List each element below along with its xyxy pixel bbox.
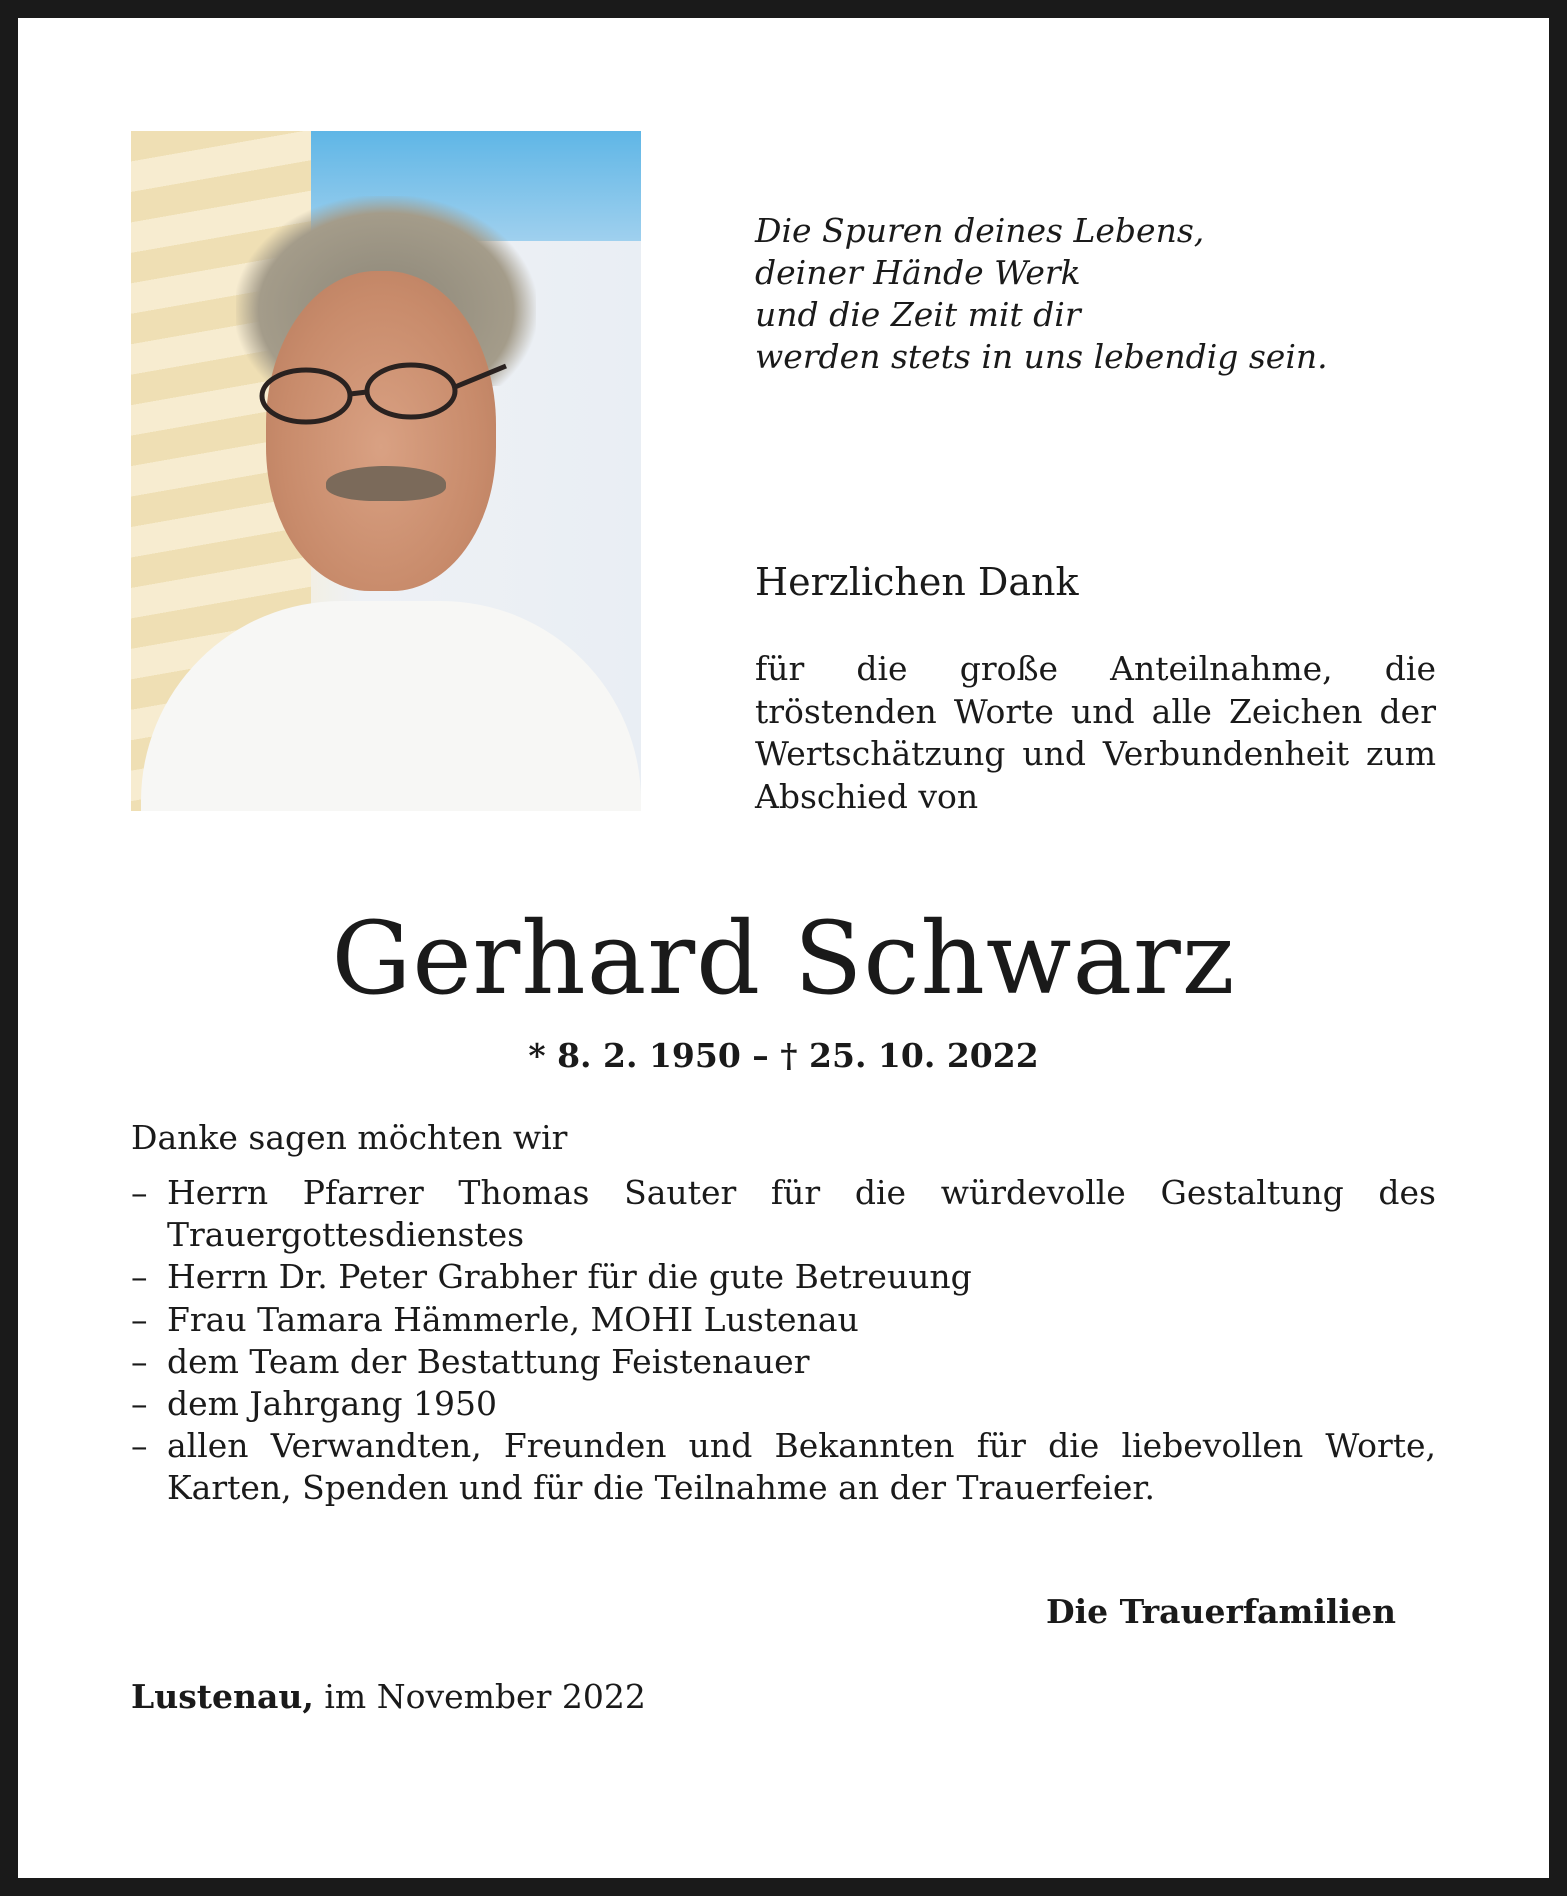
thanks-paragraph: für die große Anteilnahme, die tröstenden Worte und alle Zeichen der Wertschätzung und Verbundenheit zum Abschied von xyxy=(755,649,1436,816)
place-date xyxy=(131,1677,646,1716)
glasses-shape xyxy=(231,361,511,431)
list-item: – dem Team der Bestattung Feistenauer xyxy=(131,1341,1436,1383)
life-dates: * 8. 2. 1950 – † 25. 10. 2022 xyxy=(528,1036,1039,1075)
acknowledgements-list xyxy=(131,1172,1436,1510)
deceased-name: Gerhard Schwarz xyxy=(331,900,1236,1017)
dash-bullet: – xyxy=(131,1341,148,1381)
acknowledgements-intro: Danke sagen möchten wir xyxy=(131,1118,568,1157)
quote-line: deiner Hände Werk xyxy=(755,253,1081,292)
thanks-heading: Herzlichen Dank xyxy=(755,560,1079,604)
quote-line: werden stets in uns lebendig sein. xyxy=(755,337,1328,376)
portrait-photo xyxy=(131,131,641,811)
signature: Die Trauerfamilien xyxy=(1045,1592,1396,1631)
dash-bullet: – xyxy=(131,1257,148,1297)
dash-bullet: – xyxy=(131,1173,148,1212)
dash-bullet: – xyxy=(131,1426,148,1466)
quote-line: und die Zeit mit dir xyxy=(755,295,1081,334)
list-item: – Herrn Pfarrer Thomas Sauter für die würdevolle Gestaltung des Trauergottesdienstes xyxy=(131,1173,1436,1255)
date: im November 2022 xyxy=(324,1677,646,1716)
list-item: – allen Verwandten, Freunden und Bekannten für die liebevollen Worte, Karten, Spenden und für die Teilnahme an der Trauerfeier. xyxy=(131,1426,1436,1508)
dash-bullet: – xyxy=(131,1299,148,1339)
list-item: – Herrn Dr. Peter Grabher für die gute Betreuung xyxy=(131,1256,1436,1298)
quote-line: Die Spuren deines Lebens, xyxy=(755,211,1205,250)
list-item: – Frau Tamara Hämmerle, MOHI Lustenau xyxy=(131,1299,1436,1341)
dash-bullet: – xyxy=(131,1384,148,1424)
place: Lustenau, xyxy=(131,1677,314,1716)
memorial-quote xyxy=(755,210,1328,378)
list-item: – dem Jahrgang 1950 xyxy=(131,1383,1436,1425)
